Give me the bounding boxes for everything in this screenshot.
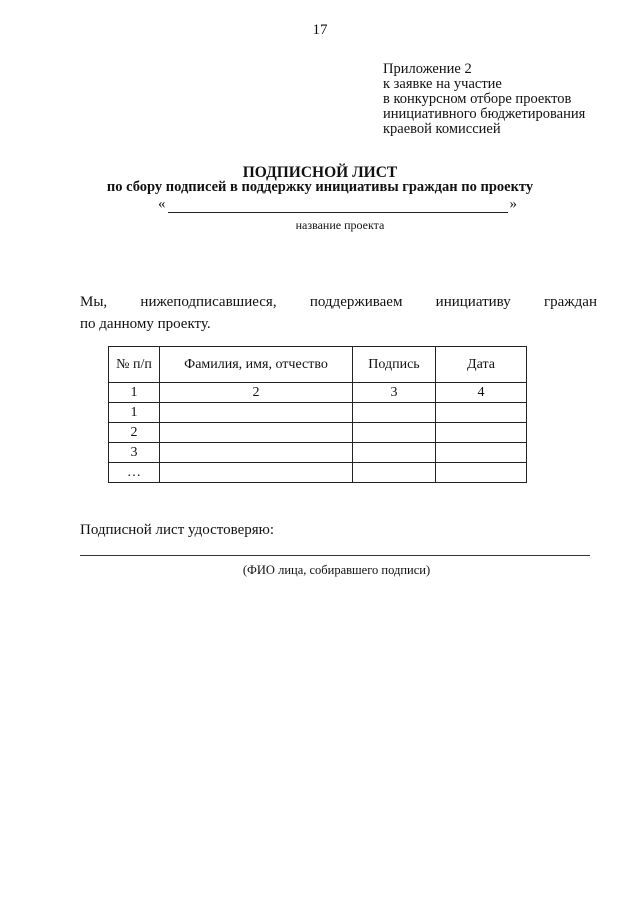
row-number: 2 bbox=[109, 423, 160, 443]
fio-cell bbox=[160, 443, 353, 463]
header-num: № п/п bbox=[109, 347, 160, 383]
open-quote: « bbox=[158, 196, 166, 212]
column-number: 2 bbox=[160, 383, 353, 403]
document-subtitle: по сбору подписей в поддержку инициативы граждан по проекту bbox=[106, 179, 534, 195]
row-number: 1 bbox=[109, 403, 160, 423]
header-sign: Подпись bbox=[353, 347, 436, 383]
row-number: 3 bbox=[109, 443, 160, 463]
table-header-row bbox=[109, 347, 527, 383]
fio-cell bbox=[160, 403, 353, 423]
project-name-field bbox=[158, 196, 517, 213]
table-row bbox=[109, 423, 527, 443]
collector-caption: (ФИО лица, собиравшего подписи) bbox=[242, 563, 431, 577]
date-cell bbox=[436, 443, 527, 463]
appendix-line: Приложение 2 bbox=[383, 61, 472, 77]
fio-cell bbox=[160, 463, 353, 483]
appendix-line: краевой комиссией bbox=[383, 121, 501, 137]
column-number: 1 bbox=[109, 383, 160, 403]
row-number: … bbox=[109, 463, 160, 483]
fio-cell bbox=[160, 423, 353, 443]
appendix-block bbox=[383, 62, 585, 137]
table-row bbox=[109, 403, 527, 423]
sign-cell bbox=[353, 463, 436, 483]
date-cell bbox=[436, 403, 527, 423]
appendix-line: в конкурсном отборе проектов bbox=[383, 91, 572, 107]
table-row bbox=[109, 463, 527, 483]
column-number-row bbox=[109, 383, 527, 403]
intro-line-2: по данному проекту. bbox=[80, 316, 211, 332]
collector-signature-line bbox=[80, 555, 590, 556]
project-name-caption: название проекта bbox=[295, 218, 385, 232]
close-quote: » bbox=[509, 196, 517, 212]
column-number: 4 bbox=[436, 383, 527, 403]
header-date: Дата bbox=[436, 347, 527, 383]
header-fio: Фамилия, имя, отчество bbox=[160, 347, 353, 383]
sign-cell bbox=[353, 443, 436, 463]
date-cell bbox=[436, 423, 527, 443]
certify-text: Подписной лист удостоверяю: bbox=[80, 522, 275, 538]
column-number: 3 bbox=[353, 383, 436, 403]
document-title: ПОДПИСНОЙ ЛИСТ bbox=[242, 164, 398, 181]
appendix-line: к заявке на участие bbox=[383, 76, 502, 92]
date-cell bbox=[436, 463, 527, 483]
table-row bbox=[109, 443, 527, 463]
appendix-line: инициативного бюджетирования bbox=[383, 106, 586, 122]
sign-cell bbox=[353, 403, 436, 423]
intro-line-1: Мы, нижеподписавшиеся, поддерживаем инициативу граждан bbox=[80, 294, 597, 310]
project-name-blank-line bbox=[168, 198, 508, 213]
page-number: 17 bbox=[312, 22, 328, 38]
sign-cell bbox=[353, 423, 436, 443]
signature-table bbox=[108, 346, 527, 483]
